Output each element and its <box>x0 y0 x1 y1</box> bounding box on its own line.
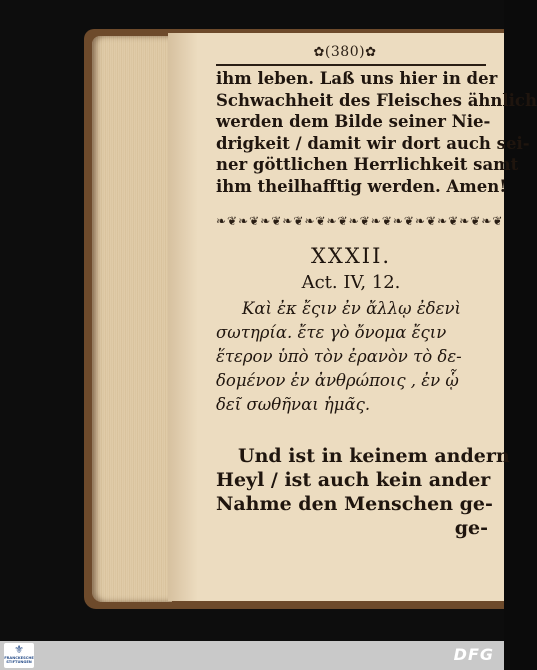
text-line: Schwachheit des Fleisches ähnlich <box>216 90 537 110</box>
german-translation <box>216 444 510 540</box>
scripture-reference: Act. IV, 12. <box>301 272 401 293</box>
text-line: ἕτερον ὑπὸ τὸν ἐρανὸν τὸ δε- <box>216 347 462 366</box>
german-paragraph-1 <box>216 68 537 197</box>
chapter-heading: XXXII. <box>310 244 392 268</box>
franckesche-logo[interactable] <box>4 643 34 668</box>
text-line: Nahme den Menschen ge- <box>216 493 493 515</box>
text-line: σωτηρία. ἔτε γὸ ὄνομα ἔςιν <box>216 323 447 342</box>
text-line: Καὶ ἐκ ἔςιν ἐν ἄλλῳ ἐδενὶ <box>242 299 461 318</box>
dfg-logo[interactable]: DFG <box>453 645 494 664</box>
logo-text: FRANCKESCHE STIFTUNGEN <box>4 656 34 664</box>
page-fore-edge <box>92 36 172 602</box>
text-line: ihm theilhafftig werden. Amen! <box>216 176 507 196</box>
text-line: Heyl / ist auch kein ander <box>216 469 491 491</box>
greek-verse <box>216 297 488 417</box>
text-line: Und ist in keinem andern <box>238 445 510 467</box>
text-line: ner göttlichen Herrlichkeit samt <box>216 155 519 174</box>
page-number-text: (380) <box>324 44 366 60</box>
text-line: δεῖ σωθῆναι ἡμᾶς. <box>216 395 371 414</box>
page-number <box>300 44 390 60</box>
catchword: ge- <box>454 517 488 539</box>
header-rule <box>216 64 486 66</box>
ornament-band: ❧❦❧❦❧❦❧❦❧❦❧❦❧❦❧❦❧❦❧❦❧❦❧❦❧❦ <box>216 214 504 228</box>
text-line: ihm leben. Laß uns hier in der <box>216 69 498 88</box>
text-line: werden dem Bilde seiner Nie- <box>216 112 491 131</box>
text-line: drigkeit / damit wir dort auch sei- <box>216 133 530 153</box>
crest-icon: ⚜ <box>14 643 24 656</box>
ornament-right-icon: ✿ <box>365 45 377 60</box>
viewer-footer <box>0 641 504 670</box>
ornament-left-icon: ✿ <box>313 45 325 60</box>
text-line: δομένον ἐν ἀνθρώποις , ἐν ᾧ <box>216 371 459 390</box>
